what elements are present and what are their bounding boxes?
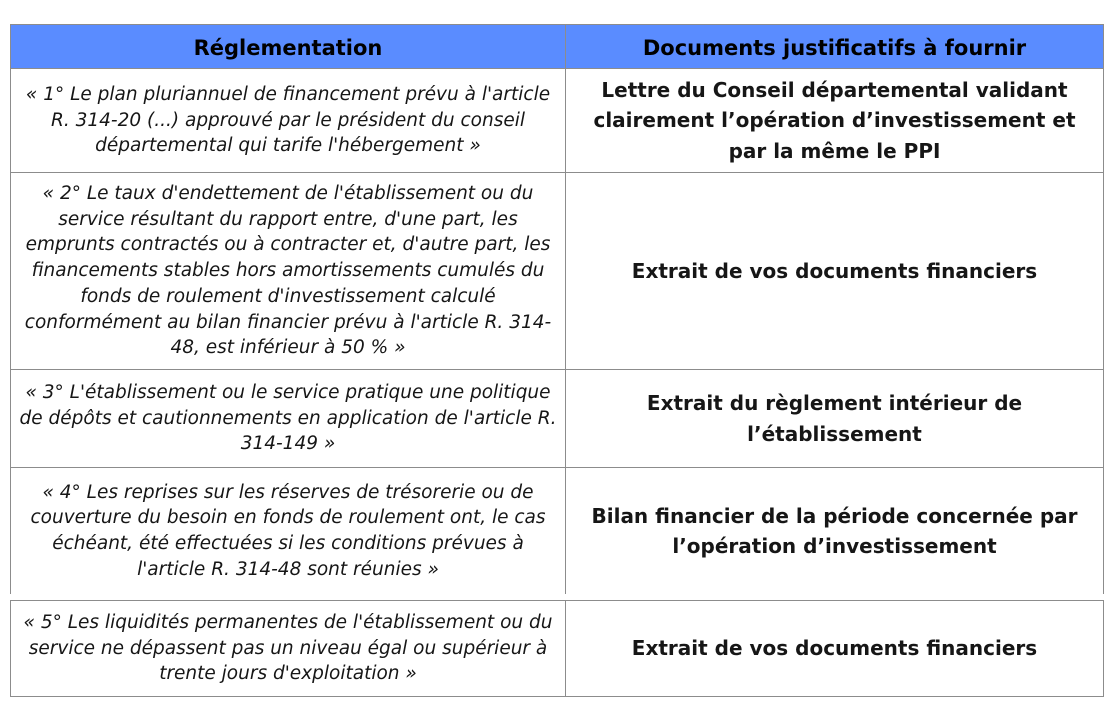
documents-cell: Bilan financier de la période concernée par l’opération d’investissement — [566, 468, 1104, 595]
table-row — [11, 173, 1104, 370]
requirements-table-continuation-container — [10, 600, 1103, 697]
documents-cell: Extrait de vos documents financiers — [566, 601, 1104, 697]
requirements-table-continuation — [10, 600, 1104, 697]
requirements-table-container — [10, 24, 1103, 594]
documents-cell: Lettre du Conseil départemental validant clairement l’opération d’investissement et par la même le PPI — [566, 69, 1104, 173]
documents-cell: Extrait de vos documents financiers — [566, 173, 1104, 370]
table-row — [11, 601, 1104, 697]
header-reglementation: Réglementation — [11, 25, 566, 69]
table-header-row — [11, 25, 1104, 69]
table-row — [11, 69, 1104, 173]
reglementation-cell: « 4° Les reprises sur les réserves de trésorerie ou de couverture du besoin en fonds de roulement ont, le cas échéant, été effectuées si les conditions prévues à l'article R. 314-48 sont réunies » — [11, 468, 566, 595]
requirements-table — [10, 24, 1104, 594]
reglementation-cell: « 1° Le plan pluriannuel de financement prévu à l'article R. 314-20 (...) approuvé par le président du conseil départemental qui tarife l'hébergement » — [11, 69, 566, 173]
reglementation-cell: « 3° L'établissement ou le service pratique une politique de dépôts et cautionnements en application de l'article R. 314-149 » — [11, 370, 566, 468]
reglementation-cell: « 2° Le taux d'endettement de l'établissement ou du service résultant du rapport entre, d'une part, les emprunts contractés ou à contracter et, d'autre part, les financements stables hors amortissements cumulés du fonds de roulement d'investissement calculé conformément au bilan financier prévu à l'article R. 314-48, est inférieur à 50 % » — [11, 173, 566, 370]
table-row — [11, 468, 1104, 595]
table-row — [11, 370, 1104, 468]
documents-cell: Extrait du règlement intérieur de l’établissement — [566, 370, 1104, 468]
header-documents: Documents justificatifs à fournir — [566, 25, 1104, 69]
reglementation-cell: « 5° Les liquidités permanentes de l'établissement ou du service ne dépassent pas un niveau égal ou supérieur à trente jours d'exploitation » — [11, 601, 566, 697]
